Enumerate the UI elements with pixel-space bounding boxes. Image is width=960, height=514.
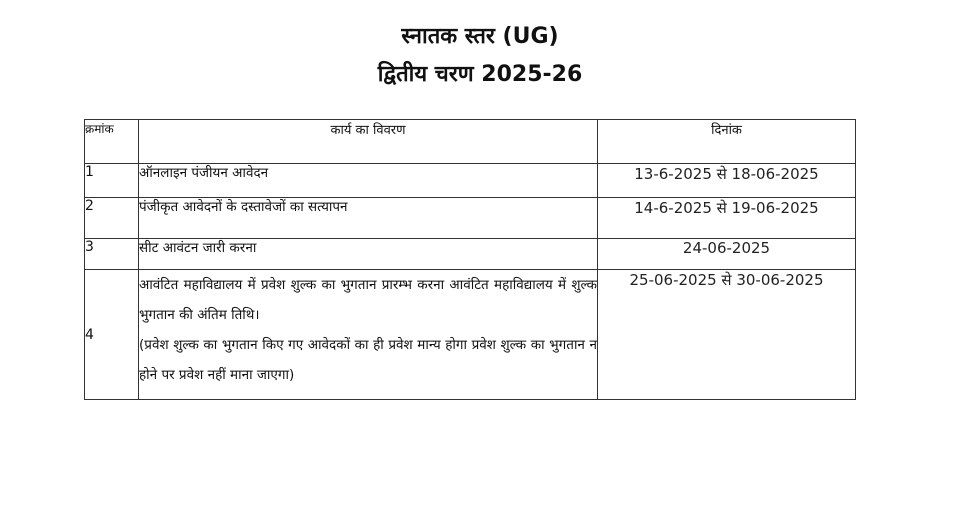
header-date: दिनांक: [598, 120, 856, 164]
row-serial: 1: [85, 164, 139, 198]
table-header-row: [85, 120, 856, 164]
table-row: [85, 198, 856, 239]
row-description: पंजीकृत आवेदनों के दस्तावेजों का सत्यापन: [139, 198, 598, 239]
row-description-note: (प्रवेश शुल्क का भुगतान किए गए आवेदकों का ही प्रवेश मान्य होगा प्रवेश शुल्क का भुगतान न होने पर प्रवेश नहीं माना जाएगा): [139, 337, 597, 383]
row-date: 13-6-2025 से 18-06-2025: [598, 164, 856, 198]
row-serial: 2: [85, 198, 139, 239]
row-serial: 3: [85, 239, 139, 270]
row-serial: 4: [85, 270, 139, 400]
page-title: स्नातक स्तर (UG): [401, 24, 559, 49]
page-subtitle: द्वितीय चरण 2025-26: [377, 62, 583, 87]
table-row: [85, 270, 856, 400]
row-description: सीट आवंटन जारी करना: [139, 239, 598, 270]
row-date: 25-06-2025 से 30-06-2025: [598, 270, 856, 400]
row-description: [139, 270, 598, 400]
table-row: [85, 239, 856, 270]
table-row: [85, 164, 856, 198]
row-description-main: आवंटित महाविद्यालय में प्रवेश शुल्क का भुगतान प्रारम्भ करना आवंटित महाविद्यालय में शुल्क भुगतान की अंतिम तिथि।: [139, 277, 597, 323]
row-date: 14-6-2025 से 19-06-2025: [598, 198, 856, 239]
schedule-table: [84, 119, 856, 400]
header-description: कार्य का विवरण: [139, 120, 598, 164]
header-serial: क्रमांक: [85, 120, 139, 164]
row-description: ऑनलाइन पंजीयन आवेदन: [139, 164, 598, 198]
row-date: 24-06-2025: [598, 239, 856, 270]
